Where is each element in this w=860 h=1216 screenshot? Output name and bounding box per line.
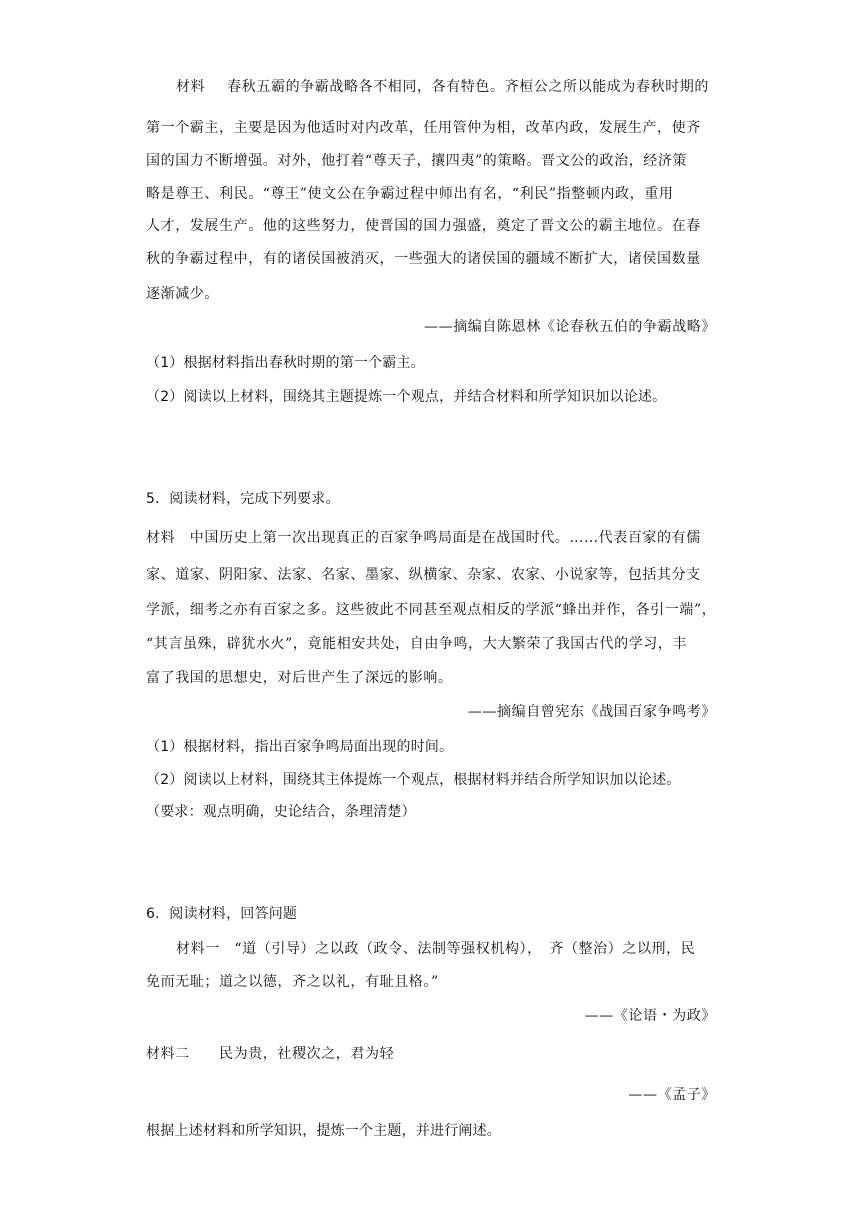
q6-material1-line: 材料一 “道（引导）之以政（政令、法制等强权机构）， 齐（整治）之以刑，民 xyxy=(176,941,696,957)
q4-material-first-line xyxy=(176,77,716,97)
q4-question-1: （1）根据材料指出春秋时期的第一个霸主。 xyxy=(146,355,425,371)
q6-source-1: ——《论语・为政》 xyxy=(584,1008,716,1024)
q4-paragraph-line: 第一个霸主，主要是因为他适时对内改革，任用管仲为相，改革内政，发展生产，使齐 xyxy=(146,120,701,136)
q5-question-2: （2）阅读以上材料，围绕其主体提炼一个观点，根据材料并结合所学知识加以论述。 xyxy=(146,772,681,788)
q5-question-1: （1）根据材料，指出百家争鸣局面出现的时间。 xyxy=(146,739,454,755)
q5-paragraph-line: 家、道家、阴阳家、法家、名家、墨家、纵横家、杂家、农家、小说家等，包括其分支 xyxy=(146,567,701,583)
q4-source: ——摘编自陈恩林《论春秋五伯的争霸战略》 xyxy=(424,319,716,335)
q5-paragraph-line: 材料 中国历史上第一次出现真正的百家争鸣局面是在战国时代。……代表百家的有儒 xyxy=(146,530,701,546)
q4-paragraph-line: 逐渐减少。 xyxy=(146,286,219,302)
q6-material1-line: 免而无耻；道之以德，齐之以礼，有耻且格。” xyxy=(146,974,439,990)
q4-material-label: 材料 xyxy=(176,79,206,95)
q6-material2: 材料二 民为贵，社稷次之，君为轻 xyxy=(146,1046,395,1062)
q4-question-2: （2）阅读以上材料，围绕其主题提炼一个观点，并结合材料和所学知识加以论述。 xyxy=(146,389,667,405)
q6-task: 根据上述材料和所学知识，提炼一个主题，并进行阐述。 xyxy=(146,1123,501,1139)
q4-paragraph-line: 国的国力不断增强。对外，他打着“尊天子，攘四夷”的策略。晋文公的政治，经济策 xyxy=(146,153,688,169)
q4-paragraph-line: 略是尊王、利民。“尊王”使文公在争霸过程中师出有名，“利民”指整顿内政，重用 xyxy=(146,186,674,202)
q4-paragraph-line: 春秋五霸的争霸战略各不相同，各有特色。齐桓公之所以能成为春秋时期的 xyxy=(227,79,710,95)
q6-heading: 6．阅读材料，回答问题 xyxy=(146,906,298,922)
q4-paragraph-line: 人才，发展生产。他的这些努力，使晋国的国力强盛，奠定了晋文公的霸主地位。在春 xyxy=(146,218,701,234)
q5-paragraph-line: “其言虽殊，辟犹水火”，竟能相安共处，自由争鸣，大大繁荣了我国古代的学习，丰 xyxy=(146,636,688,652)
q5-source: ——摘编自曾宪东《战国百家争鸣考》 xyxy=(467,704,716,720)
q5-requirement: （要求：观点明确，史论结合，条理清楚） xyxy=(146,804,416,820)
q5-paragraph-line: 学派，细考之亦有百家之多。这些彼此不同甚至观点相反的学派“蜂出并作，各引一端”， xyxy=(146,602,716,618)
q5-paragraph-line: 富了我国的思想史，对后世产生了深远的影响。 xyxy=(146,670,453,686)
q4-paragraph-line: 秋的争霸过程中，有的诸侯国被消灭，一些强大的诸侯国的疆域不断扩大，诸侯国数量 xyxy=(146,251,701,267)
q6-source-2: ——《孟子》 xyxy=(628,1087,716,1103)
q5-heading: 5．阅读材料，完成下列要求。 xyxy=(146,491,340,507)
